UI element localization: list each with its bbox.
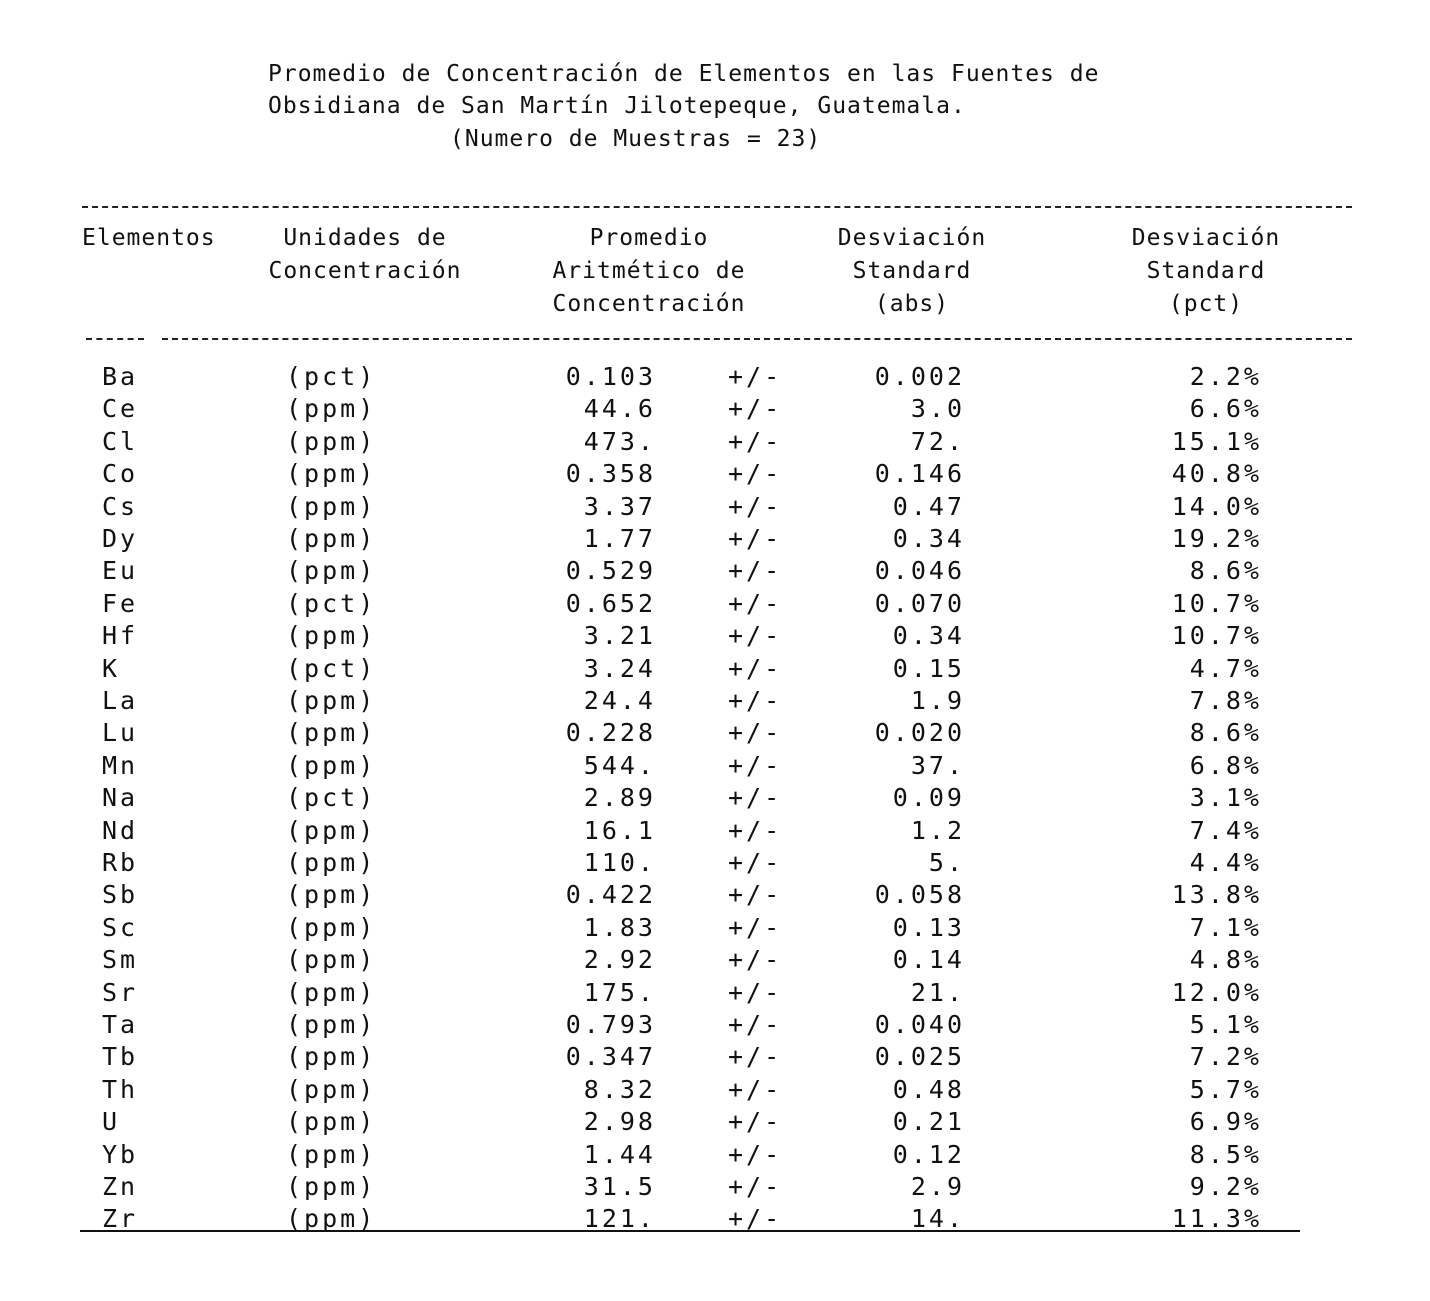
element-cell: K bbox=[102, 653, 121, 683]
std-dev-abs-cell: 14. bbox=[910, 1204, 965, 1234]
std-dev-abs-cell: 0.058 bbox=[874, 880, 965, 910]
std-dev-abs-cell: 0.47 bbox=[892, 491, 965, 521]
table-row bbox=[0, 717, 1430, 749]
header-desviacion-abs-line: (abs) bbox=[874, 291, 950, 317]
table-row bbox=[0, 944, 1430, 976]
unit-cell: (ppm) bbox=[286, 880, 377, 910]
table-row bbox=[0, 815, 1430, 847]
unit-cell: (pct) bbox=[286, 783, 377, 813]
element-cell: Sc bbox=[102, 912, 139, 942]
table-row bbox=[0, 491, 1430, 523]
element-cell: Sb bbox=[102, 880, 139, 910]
std-dev-abs-cell: 21. bbox=[910, 977, 965, 1007]
unit-cell: (ppm) bbox=[286, 977, 377, 1007]
mean-cell: 0.358 bbox=[565, 459, 656, 489]
mean-cell: 121. bbox=[583, 1204, 656, 1234]
mean-cell: 110. bbox=[583, 848, 656, 877]
table-row bbox=[0, 1106, 1430, 1138]
plusminus-cell: +/- bbox=[728, 848, 783, 877]
table-row bbox=[0, 523, 1430, 555]
header-bottom-rule bbox=[162, 338, 1352, 340]
unit-cell: (ppm) bbox=[286, 815, 377, 845]
std-dev-abs-cell: 0.14 bbox=[892, 945, 965, 975]
std-dev-pct-cell: 15.1% bbox=[1171, 426, 1262, 456]
table-row bbox=[0, 426, 1430, 458]
header-unidades bbox=[252, 222, 478, 288]
std-dev-abs-cell: 0.025 bbox=[874, 1042, 965, 1072]
header-promedio-line: Promedio bbox=[589, 225, 709, 251]
element-cell: Ce bbox=[102, 394, 139, 424]
plusminus-cell: +/- bbox=[728, 1010, 783, 1039]
unit-cell: (ppm) bbox=[286, 1042, 377, 1072]
table-row bbox=[0, 620, 1430, 652]
plusminus-cell: +/- bbox=[728, 556, 783, 586]
plusminus-cell: +/- bbox=[728, 621, 783, 651]
std-dev-pct-cell: 9.2% bbox=[1189, 1172, 1262, 1201]
table-bottom-rule bbox=[80, 1230, 1300, 1232]
std-dev-pct-cell: 3.1% bbox=[1189, 783, 1262, 813]
plusminus-cell: +/- bbox=[728, 912, 783, 942]
table-row bbox=[0, 750, 1430, 782]
unit-cell: (ppm) bbox=[286, 945, 377, 975]
std-dev-pct-cell: 8.5% bbox=[1189, 1139, 1262, 1169]
std-dev-pct-cell: 7.2% bbox=[1189, 1042, 1262, 1072]
element-cell: Mn bbox=[102, 750, 139, 780]
std-dev-abs-cell: 2.9 bbox=[910, 1172, 965, 1201]
plusminus-cell: +/- bbox=[728, 686, 783, 715]
mean-cell: 3.37 bbox=[583, 491, 656, 521]
header-unidades-line: Unidades de bbox=[283, 225, 447, 251]
header-top-rule bbox=[82, 206, 1352, 208]
std-dev-pct-cell: 11.3% bbox=[1171, 1204, 1262, 1234]
header-bottom-rule-short bbox=[86, 338, 144, 340]
std-dev-pct-cell: 6.8% bbox=[1189, 750, 1262, 780]
std-dev-abs-cell: 0.15 bbox=[892, 653, 965, 683]
std-dev-abs-cell: 0.21 bbox=[892, 1107, 965, 1137]
std-dev-abs-cell: 1.9 bbox=[910, 686, 965, 715]
std-dev-pct-cell: 6.9% bbox=[1189, 1107, 1262, 1137]
element-cell: Fe bbox=[102, 588, 139, 618]
element-cell: Rb bbox=[102, 848, 139, 877]
plusminus-cell: +/- bbox=[728, 1172, 783, 1201]
mean-cell: 0.347 bbox=[565, 1042, 656, 1072]
std-dev-abs-cell: 0.34 bbox=[892, 621, 965, 651]
mean-cell: 3.24 bbox=[583, 653, 656, 683]
std-dev-abs-cell: 0.002 bbox=[874, 362, 965, 391]
header-desviacion-pct-line: Standard bbox=[1146, 258, 1266, 284]
unit-cell: (ppm) bbox=[286, 750, 377, 780]
mean-cell: 31.5 bbox=[583, 1172, 656, 1201]
header-unidades-line: Concentración bbox=[268, 258, 462, 284]
element-cell: Yb bbox=[102, 1139, 139, 1169]
plusminus-cell: +/- bbox=[728, 459, 783, 489]
table-row bbox=[0, 912, 1430, 944]
std-dev-abs-cell: 5. bbox=[928, 848, 965, 877]
unit-cell: (ppm) bbox=[286, 556, 377, 586]
mean-cell: 1.77 bbox=[583, 524, 656, 553]
plusminus-cell: +/- bbox=[728, 783, 783, 813]
mean-cell: 8.32 bbox=[583, 1074, 656, 1104]
element-cell: Sr bbox=[102, 977, 139, 1007]
std-dev-abs-cell: 0.13 bbox=[892, 912, 965, 942]
table-row bbox=[0, 977, 1430, 1009]
plusminus-cell: +/- bbox=[728, 362, 783, 391]
mean-cell: 544. bbox=[583, 750, 656, 780]
unit-cell: (pct) bbox=[286, 362, 377, 391]
unit-cell: (ppm) bbox=[286, 1107, 377, 1137]
element-cell: Eu bbox=[102, 556, 139, 586]
std-dev-pct-cell: 7.1% bbox=[1189, 912, 1262, 942]
element-cell: Tb bbox=[102, 1042, 139, 1072]
unit-cell: (ppm) bbox=[286, 1074, 377, 1104]
std-dev-pct-cell: 7.4% bbox=[1189, 815, 1262, 845]
std-dev-pct-cell: 10.7% bbox=[1171, 621, 1262, 651]
plusminus-cell: +/- bbox=[728, 815, 783, 845]
table-row bbox=[0, 1041, 1430, 1073]
plusminus-cell: +/- bbox=[728, 426, 783, 456]
std-dev-abs-cell: 1.2 bbox=[910, 815, 965, 845]
header-desviacion-abs-line: Desviación bbox=[837, 225, 987, 251]
table-title-line-1: Promedio de Concentración de Elementos en las Fuentes de bbox=[268, 61, 1100, 87]
unit-cell: (ppm) bbox=[286, 394, 377, 424]
mean-cell: 0.103 bbox=[565, 362, 656, 391]
header-promedio-line: Aritmético de bbox=[552, 258, 746, 284]
unit-cell: (ppm) bbox=[286, 1204, 377, 1234]
std-dev-pct-cell: 14.0% bbox=[1171, 491, 1262, 521]
table-row bbox=[0, 1171, 1430, 1203]
plusminus-cell: +/- bbox=[728, 750, 783, 780]
header-desviacion-pct-line: (pct) bbox=[1168, 291, 1244, 317]
plusminus-cell: +/- bbox=[728, 945, 783, 975]
plusminus-cell: +/- bbox=[728, 394, 783, 424]
header-promedio bbox=[522, 222, 776, 321]
table-row bbox=[0, 847, 1430, 879]
std-dev-abs-cell: 37. bbox=[910, 750, 965, 780]
header-desviacion-abs-line: Standard bbox=[852, 258, 972, 284]
unit-cell: (ppm) bbox=[286, 524, 377, 553]
element-cell: Hf bbox=[102, 621, 139, 651]
table-title-line-2: Obsidiana de San Martín Jilotepeque, Guatemala. bbox=[268, 93, 966, 119]
unit-cell: (ppm) bbox=[286, 718, 377, 748]
mean-cell: 0.793 bbox=[565, 1010, 656, 1039]
std-dev-pct-cell: 8.6% bbox=[1189, 718, 1262, 748]
std-dev-pct-cell: 4.4% bbox=[1189, 848, 1262, 877]
plusminus-cell: +/- bbox=[728, 653, 783, 683]
std-dev-pct-cell: 6.6% bbox=[1189, 394, 1262, 424]
element-cell: Sm bbox=[102, 945, 139, 975]
mean-cell: 2.98 bbox=[583, 1107, 656, 1137]
std-dev-abs-cell: 72. bbox=[910, 426, 965, 456]
std-dev-abs-cell: 0.12 bbox=[892, 1139, 965, 1169]
std-dev-abs-cell: 0.34 bbox=[892, 524, 965, 553]
element-cell: Zn bbox=[102, 1172, 139, 1201]
header-desviacion-pct-line: Desviación bbox=[1131, 225, 1281, 251]
table-row bbox=[0, 1074, 1430, 1106]
element-cell: Cl bbox=[102, 426, 139, 456]
sample-count-caption: (Numero de Muestras = 23) bbox=[450, 126, 822, 152]
std-dev-abs-cell: 0.070 bbox=[874, 588, 965, 618]
std-dev-pct-cell: 13.8% bbox=[1171, 880, 1262, 910]
plusminus-cell: +/- bbox=[728, 1042, 783, 1072]
std-dev-pct-cell: 5.7% bbox=[1189, 1074, 1262, 1104]
table-row bbox=[0, 393, 1430, 425]
std-dev-pct-cell: 2.2% bbox=[1189, 362, 1262, 391]
mean-cell: 0.652 bbox=[565, 588, 656, 618]
plusminus-cell: +/- bbox=[728, 588, 783, 618]
mean-cell: 0.529 bbox=[565, 556, 656, 586]
plusminus-cell: +/- bbox=[728, 1074, 783, 1104]
table-row bbox=[0, 1139, 1430, 1171]
plusminus-cell: +/- bbox=[728, 1107, 783, 1137]
unit-cell: (ppm) bbox=[286, 1172, 377, 1201]
element-cell: Zr bbox=[102, 1204, 139, 1234]
element-cell: Co bbox=[102, 459, 139, 489]
plusminus-cell: +/- bbox=[728, 880, 783, 910]
element-cell: Th bbox=[102, 1074, 139, 1104]
unit-cell: (ppm) bbox=[286, 459, 377, 489]
plusminus-cell: +/- bbox=[728, 491, 783, 521]
unit-cell: (ppm) bbox=[286, 491, 377, 521]
unit-cell: (ppm) bbox=[286, 621, 377, 651]
mean-cell: 0.228 bbox=[565, 718, 656, 748]
header-desviacion-abs bbox=[816, 222, 1008, 321]
plusminus-cell: +/- bbox=[728, 718, 783, 748]
std-dev-abs-cell: 0.48 bbox=[892, 1074, 965, 1104]
mean-cell: 0.422 bbox=[565, 880, 656, 910]
std-dev-abs-cell: 0.146 bbox=[874, 459, 965, 489]
element-cell: La bbox=[102, 686, 139, 715]
unit-cell: (ppm) bbox=[286, 1139, 377, 1169]
header-desviacion-pct bbox=[1110, 222, 1302, 321]
mean-cell: 16.1 bbox=[583, 815, 656, 845]
table-row bbox=[0, 555, 1430, 587]
plusminus-cell: +/- bbox=[728, 1139, 783, 1169]
table-row bbox=[0, 458, 1430, 490]
header-elementos-line: Elementos bbox=[82, 225, 216, 251]
mean-cell: 1.44 bbox=[583, 1139, 656, 1169]
unit-cell: (ppm) bbox=[286, 686, 377, 715]
table-row bbox=[0, 361, 1430, 393]
std-dev-pct-cell: 4.7% bbox=[1189, 653, 1262, 683]
mean-cell: 2.89 bbox=[583, 783, 656, 813]
unit-cell: (pct) bbox=[286, 588, 377, 618]
element-cell: Nd bbox=[102, 815, 139, 845]
unit-cell: (pct) bbox=[286, 653, 377, 683]
table-row bbox=[0, 588, 1430, 620]
std-dev-abs-cell: 3.0 bbox=[910, 394, 965, 424]
std-dev-pct-cell: 10.7% bbox=[1171, 588, 1262, 618]
std-dev-pct-cell: 19.2% bbox=[1171, 524, 1262, 553]
std-dev-abs-cell: 0.046 bbox=[874, 556, 965, 586]
mean-cell: 175. bbox=[583, 977, 656, 1007]
header-promedio-line: Concentración bbox=[552, 291, 746, 317]
header-elementos bbox=[82, 222, 216, 255]
element-cell: U bbox=[102, 1107, 121, 1137]
table-row bbox=[0, 653, 1430, 685]
unit-cell: (ppm) bbox=[286, 848, 377, 877]
std-dev-pct-cell: 7.8% bbox=[1189, 686, 1262, 715]
table-row bbox=[0, 782, 1430, 814]
element-cell: Cs bbox=[102, 491, 139, 521]
unit-cell: (ppm) bbox=[286, 426, 377, 456]
element-cell: Ba bbox=[102, 362, 139, 391]
std-dev-abs-cell: 0.09 bbox=[892, 783, 965, 813]
element-cell: Lu bbox=[102, 718, 139, 748]
std-dev-pct-cell: 40.8% bbox=[1171, 459, 1262, 489]
std-dev-pct-cell: 4.8% bbox=[1189, 945, 1262, 975]
table-row bbox=[0, 685, 1430, 717]
plusminus-cell: +/- bbox=[728, 977, 783, 1007]
mean-cell: 24.4 bbox=[583, 686, 656, 715]
element-cell: Na bbox=[102, 783, 139, 813]
mean-cell: 44.6 bbox=[583, 394, 656, 424]
std-dev-pct-cell: 5.1% bbox=[1189, 1010, 1262, 1039]
mean-cell: 2.92 bbox=[583, 945, 656, 975]
mean-cell: 1.83 bbox=[583, 912, 656, 942]
table-row bbox=[0, 1009, 1430, 1041]
mean-cell: 473. bbox=[583, 426, 656, 456]
std-dev-pct-cell: 12.0% bbox=[1171, 977, 1262, 1007]
element-cell: Dy bbox=[102, 524, 139, 553]
mean-cell: 3.21 bbox=[583, 621, 656, 651]
unit-cell: (ppm) bbox=[286, 912, 377, 942]
std-dev-abs-cell: 0.040 bbox=[874, 1010, 965, 1039]
std-dev-abs-cell: 0.020 bbox=[874, 718, 965, 748]
unit-cell: (ppm) bbox=[286, 1010, 377, 1039]
std-dev-pct-cell: 8.6% bbox=[1189, 556, 1262, 586]
plusminus-cell: +/- bbox=[728, 1204, 783, 1234]
plusminus-cell: +/- bbox=[728, 524, 783, 553]
table-row bbox=[0, 879, 1430, 911]
element-cell: Ta bbox=[102, 1010, 139, 1039]
